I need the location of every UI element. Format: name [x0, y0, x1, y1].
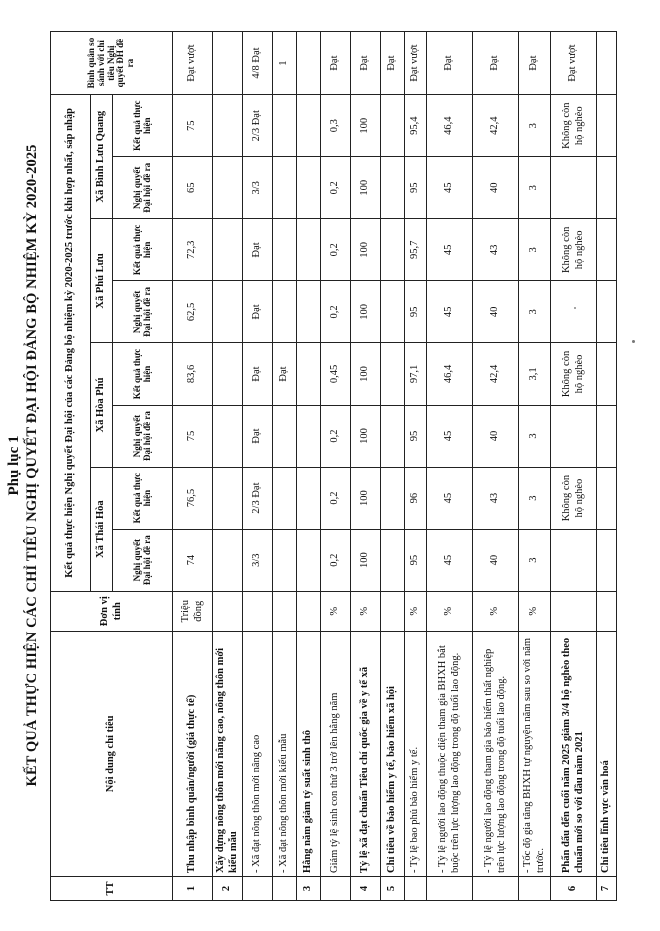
cell-value: 100 [351, 219, 381, 281]
cell-value: 76,5 [173, 467, 213, 529]
cell-value [213, 529, 243, 591]
cell-value: 45 [427, 281, 473, 343]
header-commune: Xã Bình Lưu Quang [91, 95, 113, 219]
cell-value: 2/3 Đạt [243, 467, 273, 529]
row-content: - Xã đạt nông thôn mới nâng cao [243, 631, 273, 876]
header-target: Nghị quyết Đại hội đề ra [113, 157, 173, 219]
cell-value [381, 157, 405, 219]
row-compare: Đạt vượt [551, 32, 597, 95]
cell-value: 42,4 [473, 343, 519, 405]
row-compare: Đạt [473, 32, 519, 95]
cell-value: 3 [519, 219, 551, 281]
cell-value [381, 343, 405, 405]
table-row [173, 32, 213, 901]
row-unit: % [351, 591, 381, 631]
cell-value [213, 157, 243, 219]
cell-value: 62,5 [173, 281, 213, 343]
cell-value: 95 [405, 281, 427, 343]
cell-value: 95 [405, 529, 427, 591]
cell-value [213, 467, 243, 529]
cell-value: 72,3 [173, 219, 213, 281]
row-content: - Tỷ lệ bao phủ bảo hiểm y tế. [405, 631, 427, 876]
cell-value: 0,3 [321, 95, 351, 157]
cell-value [551, 529, 597, 591]
cell-value [597, 95, 617, 157]
header-commune: Xã Hòa Phú [91, 343, 113, 467]
row-content: Thu nhập bình quân/người (giá thực tế) [173, 631, 213, 876]
cell-value: 95,4 [405, 95, 427, 157]
cell-value: 74 [173, 529, 213, 591]
cell-value: 3 [519, 529, 551, 591]
row-unit: % [427, 591, 473, 631]
cell-value [297, 343, 321, 405]
cell-value: 45 [427, 157, 473, 219]
header-result: Kết quả thực hiện [113, 343, 173, 405]
cell-value: 3/3 [243, 529, 273, 591]
row-number [473, 876, 519, 900]
cell-value: 65 [173, 157, 213, 219]
cell-value: 97,1 [405, 343, 427, 405]
cell-value [213, 343, 243, 405]
cell-value: 3/3 [243, 157, 273, 219]
cell-value [597, 467, 617, 529]
cell-value: Đạt [243, 405, 273, 467]
cell-value: Không còn hộ nghèo [551, 219, 597, 281]
cell-value [381, 467, 405, 529]
cell-value: 95 [405, 405, 427, 467]
cell-value: 100 [351, 405, 381, 467]
row-unit: % [519, 591, 551, 631]
row-content: Giảm tỷ lệ sinh con thứ 3 trở lên hằng năm [321, 631, 351, 876]
cell-value [551, 281, 597, 343]
table-row [273, 32, 297, 901]
table-row [243, 32, 273, 901]
results-table [50, 31, 617, 901]
header-commune: Xã Thái Hòa [91, 467, 113, 591]
cell-value: 3 [519, 405, 551, 467]
row-number [321, 876, 351, 900]
table-row [473, 32, 519, 901]
cell-value: 96 [405, 467, 427, 529]
row-content: - Tỷ lệ người lao động thuộc diện tham gia BHXH bắt buộc trên lực lượng lao động trong độ tuổi lao động. [427, 631, 473, 876]
header-target: Nghị quyết Đại hội đề ra [113, 405, 173, 467]
cell-value [597, 281, 617, 343]
row-content: - Tốc độ gia tăng BHXH tự nguyện năm sau so với năm trước. [519, 631, 551, 876]
document-title: KẾT QUẢ THỰC HIỆN CÁC CHỈ TIÊU NGHỊ QUYẾT ĐẠI HỘI ĐẢNG BỘ NHIỆM KỲ 2020-2025 [24, 144, 40, 787]
cell-value: 95 [405, 157, 427, 219]
header-result: Kết quả thực hiện [113, 219, 173, 281]
row-number: 6 [551, 876, 597, 900]
cell-value [213, 405, 243, 467]
row-compare: Đạt [351, 32, 381, 95]
cell-value [213, 219, 243, 281]
header-content: Nội dung chỉ tiêu [51, 631, 173, 876]
cell-value: 3,1 [519, 343, 551, 405]
row-compare [297, 32, 321, 95]
cell-value [297, 157, 321, 219]
cell-value: Đạt [243, 343, 273, 405]
cell-value: 40 [473, 157, 519, 219]
cell-value: 46,4 [427, 343, 473, 405]
row-unit [213, 591, 243, 631]
table-row [519, 32, 551, 901]
cell-value [381, 405, 405, 467]
row-compare: Đạt [321, 32, 351, 95]
row-unit [297, 591, 321, 631]
row-unit [551, 591, 597, 631]
cell-value: 43 [473, 467, 519, 529]
cell-value [381, 281, 405, 343]
cell-value [273, 219, 297, 281]
cell-value [273, 281, 297, 343]
cell-value: 46,4 [427, 95, 473, 157]
row-unit [597, 591, 617, 631]
row-compare: Đạt [427, 32, 473, 95]
cell-value [273, 157, 297, 219]
cell-value: 0,2 [321, 157, 351, 219]
cell-value: 40 [473, 405, 519, 467]
cell-value: Không còn hộ nghèo [551, 343, 597, 405]
cell-value: 100 [351, 281, 381, 343]
cell-value: 75 [173, 95, 213, 157]
cell-value: Đạt [273, 343, 297, 405]
row-content: - Tỷ lệ người lao động tham gia bảo hiểm thất nghiệp trên lực lượng lao động trong độ tuổi lao động. [473, 631, 519, 876]
cell-value: 100 [351, 95, 381, 157]
cell-value: 100 [351, 467, 381, 529]
cell-value [381, 219, 405, 281]
row-content: - Xã đạt nông thôn mới kiểu mẫu [273, 631, 297, 876]
header-result: Kết quả thực hiện [113, 467, 173, 529]
row-number: 1 [173, 876, 213, 900]
cell-value [381, 95, 405, 157]
cell-value: 45 [427, 405, 473, 467]
cell-value [551, 157, 597, 219]
row-content: Phấn đấu đến cuối năm 2025 giảm 3/4 hộ nghèo theo chuẩn mới so với đầu năm 2021 [551, 631, 597, 876]
cell-value: 95,7 [405, 219, 427, 281]
row-unit: Triệu đồng [173, 591, 213, 631]
cell-value: 45 [427, 219, 473, 281]
cell-value [297, 95, 321, 157]
row-number [405, 876, 427, 900]
row-unit [243, 591, 273, 631]
row-content: Chỉ tiêu về bảo hiểm y tế, bảo hiểm xã hội [381, 631, 405, 876]
cell-value: 0,2 [321, 219, 351, 281]
row-compare: 4/8 Đạt [243, 32, 273, 95]
cell-value [597, 219, 617, 281]
row-unit: % [473, 591, 519, 631]
cell-value: 3 [519, 467, 551, 529]
cell-value: 0,45 [321, 343, 351, 405]
row-unit [273, 591, 297, 631]
cell-value: Đạt [243, 281, 273, 343]
row-content: Tỷ lệ xã đạt chuẩn Tiêu chí quốc gia về y tế xã [351, 631, 381, 876]
cell-value [297, 467, 321, 529]
cell-value [597, 343, 617, 405]
cell-value: 40 [473, 529, 519, 591]
cell-value [297, 281, 321, 343]
cell-value: 75 [173, 405, 213, 467]
row-unit [381, 591, 405, 631]
row-content: Xây dựng nông thôn mới nâng cao, nông thôn mới kiểu mẫu [213, 631, 243, 876]
cell-value: 42,4 [473, 95, 519, 157]
row-number: 3 [297, 876, 321, 900]
cell-value: Không còn hộ nghèo [551, 467, 597, 529]
row-number: 2 [213, 876, 243, 900]
cell-value: 100 [351, 343, 381, 405]
header-result: Kết quả thực hiện [113, 95, 173, 157]
header-target: Nghị quyết Đại hội đề ra [113, 529, 173, 591]
cell-value [273, 95, 297, 157]
cell-value [273, 467, 297, 529]
table-row [427, 32, 473, 901]
row-compare: Đạt vượt [405, 32, 427, 95]
cell-value [273, 529, 297, 591]
row-number: 7 [597, 876, 617, 900]
row-content: Hằng năm giảm tỷ suất sinh thô [297, 631, 321, 876]
cell-value: 43 [473, 219, 519, 281]
cell-value: 0,2 [321, 281, 351, 343]
cell-value [213, 281, 243, 343]
cell-value [297, 529, 321, 591]
header-target: Nghị quyết Đại hội đề ra [113, 281, 173, 343]
table-row [213, 32, 243, 901]
appendix-label: Phụ lục 1 [6, 435, 22, 496]
row-number [427, 876, 473, 900]
row-compare: Đạt [381, 32, 405, 95]
row-compare: Đạt [519, 32, 551, 95]
cell-value: 2/3 Đạt [243, 95, 273, 157]
table-row [405, 32, 427, 901]
table-row [351, 32, 381, 901]
cell-value: 3 [519, 281, 551, 343]
cell-value: 0,2 [321, 529, 351, 591]
cell-value: 40 [473, 281, 519, 343]
table-row [551, 32, 597, 901]
cell-value: Không còn hộ nghèo [551, 95, 597, 157]
scan-speck [574, 307, 576, 309]
cell-value [213, 95, 243, 157]
row-number [243, 876, 273, 900]
cell-value: 3 [519, 157, 551, 219]
row-compare: Đạt vượt [173, 32, 213, 95]
row-content: Chỉ tiêu lĩnh vực văn hoá [597, 631, 617, 876]
scan-speck [632, 340, 635, 343]
cell-value [297, 405, 321, 467]
cell-value: Đạt [243, 219, 273, 281]
cell-value: 0,2 [321, 467, 351, 529]
cell-value [297, 219, 321, 281]
header-commune: Xã Phú Lưu [91, 219, 113, 343]
cell-value [597, 529, 617, 591]
row-number [519, 876, 551, 900]
cell-value: 45 [427, 467, 473, 529]
row-number [273, 876, 297, 900]
row-compare: 1 [273, 32, 297, 95]
cell-value: 100 [351, 529, 381, 591]
row-unit: % [405, 591, 427, 631]
header-compare: Bình quân so sánh với chỉ tiêu Nghị quyết ĐH đề ra [51, 32, 173, 95]
row-number: 5 [381, 876, 405, 900]
header-tt: TT [51, 876, 173, 900]
cell-value [273, 405, 297, 467]
cell-value [381, 529, 405, 591]
cell-value [597, 157, 617, 219]
row-number: 4 [351, 876, 381, 900]
cell-value: 83,6 [173, 343, 213, 405]
table-row [597, 32, 617, 901]
table-row [297, 32, 321, 901]
cell-value: 0,2 [321, 405, 351, 467]
table-row [381, 32, 405, 901]
cell-value: 45 [427, 529, 473, 591]
header-group: Kết quả thực hiện Nghị quyết Đại hội của các Đảng bộ nhiệm kỳ 2020-2025 trước khi hợp nhất, sáp nhập [51, 95, 91, 592]
row-compare [213, 32, 243, 95]
header-unit: Đơn vị tính [51, 591, 173, 631]
cell-value: 3 [519, 95, 551, 157]
cell-value [551, 405, 597, 467]
row-compare [597, 32, 617, 95]
row-unit: % [321, 591, 351, 631]
cell-value: 100 [351, 157, 381, 219]
cell-value [597, 405, 617, 467]
table-row [321, 32, 351, 901]
